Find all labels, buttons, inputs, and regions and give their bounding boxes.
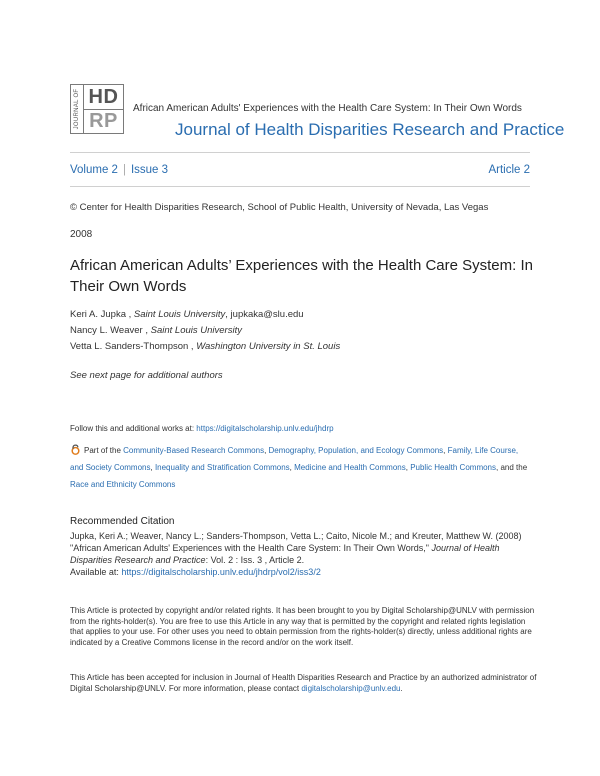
rights-statement: This Article is protected by copyright and/or related rights. It has been brought to you by Digital Scholarship@UNLV with permission from the rights-holder(s). You are free to use this Article in any way that is permitted by the copyright and related rights legislation that applies to your use. For other uses you need to obtain permission from the rights-holder(s) directly, unless additional rights are indicated by a Creative Commons license in the record and/or on the work itself.	[70, 606, 535, 647]
and-text: , and the	[496, 463, 528, 472]
contact-email-link[interactable]: digitalscholarship@unlv.edu	[301, 683, 401, 693]
author-entry: Nancy L. Weaver , Saint Louis University	[70, 325, 242, 336]
publication-year: 2008	[70, 229, 93, 240]
journal-title-link[interactable]: Journal of Health Disparities Research and Practice	[175, 120, 565, 139]
recommended-citation	[70, 530, 540, 578]
commons-link-medicine-health[interactable]: Medicine and Health Commons	[294, 463, 406, 472]
issue-link[interactable]: Issue 3	[130, 164, 169, 176]
follow-line	[70, 424, 334, 433]
volume-link[interactable]: Volume 2	[70, 164, 118, 176]
commons-link-inequality[interactable]: Inequality and Stratification Commons	[154, 463, 290, 472]
author-affiliation: Saint Louis University	[133, 309, 226, 320]
author-email[interactable]: jupkaka@slu.edu	[230, 309, 304, 320]
citation-text: Jupka, Keri A.; Weaver, Nancy L.; Sanders-Thompson, Vetta L.; Caito, Nicole M.; and Kreuter, Matthew W. (2008) "African American Adults' Experiences with the Health Care System: In Their Own Words,"	[70, 531, 522, 553]
author-name[interactable]: Vetta L. Sanders-Thompson	[70, 341, 189, 352]
author-entry: Keri A. Jupka , Saint Louis University, jupkaka@slu.edu	[70, 309, 304, 320]
logo-hd: HD	[84, 85, 123, 110]
article-link[interactable]: Article 2	[488, 164, 530, 176]
journal-logo	[70, 84, 124, 134]
author-list	[70, 307, 340, 355]
logo-side-text: JOURNAL OF	[74, 88, 80, 130]
divider	[70, 152, 530, 153]
see-next-page-note: See next page for additional authors	[70, 370, 223, 381]
author-affiliation: Washington University in St. Louis	[196, 341, 341, 352]
citation-journal: Journal of Health Disparities Research and Practice	[70, 543, 500, 565]
author-name[interactable]: Nancy L. Weaver	[70, 325, 143, 336]
commons-link-family-life-course[interactable]: Family, Life Course, and Society Commons	[70, 446, 519, 472]
follow-text: Follow this and additional works at:	[70, 424, 197, 433]
open-access-icon	[70, 444, 81, 455]
citation-link[interactable]: https://digitalscholarship.unlv.edu/jhdrp/vol2/iss3/2	[121, 567, 321, 577]
acceptance-end: .	[400, 683, 403, 693]
author-name[interactable]: Keri A. Jupka	[70, 309, 126, 320]
part-of-prefix: Part of the	[84, 446, 124, 455]
commons-link-public-health[interactable]: Public Health Commons	[410, 463, 496, 472]
header-subtitle: African American Adults' Experiences with the Health Care System: In Their Own Words	[133, 103, 522, 114]
commons-link-community-based-research[interactable]: Community-Based Research Commons	[123, 446, 265, 455]
follow-link[interactable]: https://digitalscholarship.unlv.edu/jhdrp	[196, 424, 334, 433]
issue-info	[70, 164, 168, 176]
recommended-citation-heading: Recommended Citation	[70, 516, 175, 527]
logo-rp: RP	[89, 110, 118, 133]
author-affiliation: Saint Louis University	[150, 325, 242, 336]
divider	[70, 186, 530, 187]
copyright-notice: © Center for Health Disparities Research, School of Public Health, University of Nevada, Las Vegas	[70, 202, 489, 213]
article-title: African American Adults’ Experiences with the Health Care System: In Their Own Words	[70, 257, 533, 295]
commons-link-race-ethnicity[interactable]: Race and Ethnicity Commons	[70, 480, 176, 489]
issue-separator: |	[122, 164, 126, 176]
author-entry: Vetta L. Sanders-Thompson , Washington University in St. Louis	[70, 341, 341, 352]
citation-tail: : Vol. 2 : Iss. 3 , Article 2.	[205, 555, 305, 565]
acceptance-statement	[70, 673, 540, 694]
commons-link-demography[interactable]: Demography, Population, and Ecology Commons	[268, 446, 444, 455]
acceptance-text: This Article has been accepted for inclusion in Journal of Health Disparities Research and Practice by an authorized administrator of Digital Scholarship@UNLV. For more information, please contact	[70, 673, 537, 693]
available-label: Available at:	[70, 567, 122, 577]
part-of-commons: Part of the Community-Based Research Commons, Demography, Population, and Ecology Commons, Family, Life Course, and Society Commons, Inequality and Stratification Commons, Medicine and Health Commons, Public Health Commons, and the Race and Ethnicity Commons	[70, 446, 528, 489]
